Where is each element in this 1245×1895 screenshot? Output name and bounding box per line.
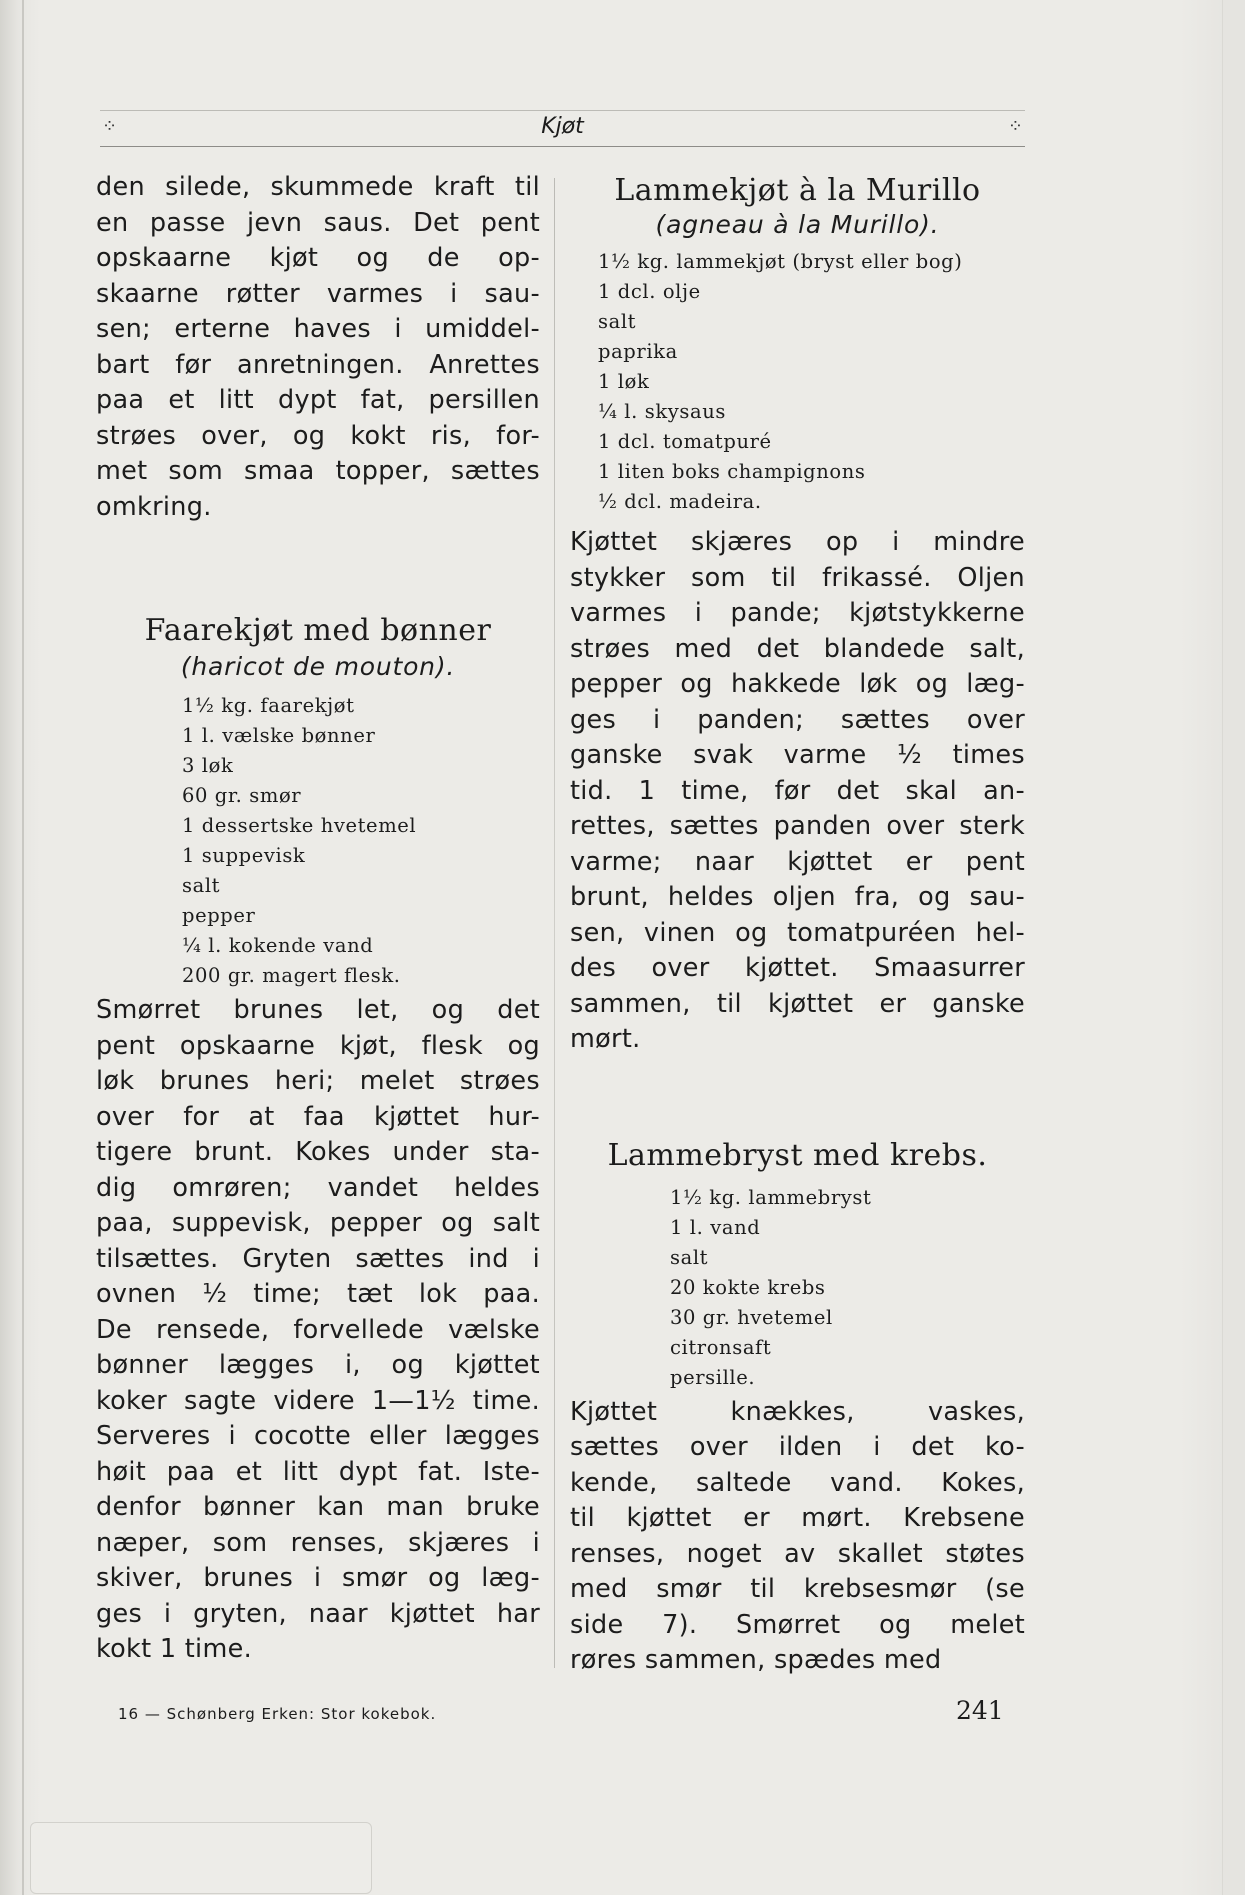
text-line: med smør til krebsesmør (se (570, 1574, 1025, 1604)
ingredient-item: salt (670, 1245, 709, 1269)
ingredient-list (182, 691, 540, 991)
ingredient-list (598, 247, 1025, 517)
text-line: mørt. (570, 1024, 641, 1054)
method-text (96, 993, 540, 1668)
header-rule-bottom (100, 146, 1025, 147)
ingredient-item: persille. (670, 1365, 756, 1389)
text-line: ganske svak varme ½ times (570, 740, 1025, 770)
recipe-title: Lammekjøt à la Murillo (614, 173, 981, 208)
page-tab (30, 1822, 372, 1894)
text-line: tilsættes. Gryten sættes ind i (96, 1243, 540, 1274)
ingredient-item: 1 l. vand (670, 1215, 761, 1239)
text-line: løk brunes heri; melet strøes (96, 1066, 540, 1096)
ingredient-item: pepper (182, 904, 256, 927)
page-spine (22, 0, 24, 1895)
text-line: Kjøttet skjæres op i mindre (570, 527, 1025, 557)
text-line: den silede, skummede kraft til (96, 172, 540, 202)
text-line: koker sagte videre 1—1½ time. (96, 1385, 540, 1416)
text-line: ovnen ½ time; tæt lok paa. (96, 1279, 540, 1309)
text-line: omkring. (96, 491, 212, 522)
text-line: sammen, til kjøttet er ganske (570, 988, 1025, 1019)
ingredient-item: 1 løk (598, 370, 650, 393)
text-line: strøes med det blandede salt, (570, 633, 1025, 664)
ingredient-item: 1½ kg. faarekjøt (182, 694, 355, 717)
text-line: skiver, brunes i smør og læg- (96, 1563, 540, 1593)
page-edge (1222, 0, 1245, 1895)
header-rule-top (100, 110, 1025, 111)
method-text (570, 1395, 1025, 1679)
text-line: kende, saltede vand. Kokes, (570, 1467, 1025, 1498)
text-line: side 7). Smørret og melet (570, 1609, 1025, 1640)
ingredient-item: 1 suppevisk (182, 844, 306, 867)
recipe-subtitle: (agneau à la Murillo). (655, 210, 940, 239)
text-line: bønner lægges i, og kjøttet (96, 1350, 540, 1380)
text-line: rettes, sættes panden over sterk (570, 811, 1025, 841)
text-line: til kjøttet er mørt. Krebsene (570, 1503, 1025, 1533)
text-line: De rensede, forvellede vælske (96, 1314, 540, 1345)
text-line: varmes i pande; kjøtstykkerne (570, 598, 1025, 628)
text-line: tigere brunt. Kokes under sta- (96, 1137, 540, 1167)
right-column (570, 173, 1025, 1679)
ingredient-item: 1 l. vælske bønner (182, 724, 376, 747)
method-text (570, 525, 1025, 1058)
ornament-right-icon: ⁘ (1007, 116, 1023, 137)
text-line: Serveres i cocotte eller lægges (96, 1421, 540, 1451)
text-line: paa et litt dypt fat, persillen (96, 385, 540, 415)
left-column (96, 170, 540, 1668)
text-line: høit paa et litt dypt fat. Iste- (96, 1456, 540, 1487)
ingredient-item: 1½ kg. lammekjøt (bryst eller bog) (598, 250, 963, 273)
ingredient-item: 1 dessertske hvetemel (182, 814, 417, 837)
text-line: varme; naar kjøttet er pent (570, 846, 1025, 877)
text-line: des over kjøttet. Smaasurrer (570, 953, 1025, 983)
ingredient-item: 20 kokte krebs (670, 1275, 826, 1299)
text-line: pent opskaarne kjøt, flesk og (96, 1030, 540, 1061)
text-line: kokt 1 time. (96, 1634, 252, 1664)
text-line: dig omrøren; vandet heldes (96, 1172, 540, 1203)
text-line: over for at faa kjøttet hur- (96, 1101, 540, 1132)
column-divider (554, 178, 555, 1668)
ingredient-item: 30 gr. hvetemel (670, 1305, 833, 1329)
ingredient-item: ¼ l. kokende vand (182, 934, 374, 957)
text-line: stykker som til frikassé. Oljen (570, 562, 1025, 593)
ingredient-item: paprika (598, 340, 678, 363)
text-line: tid. 1 time, før det skal an- (570, 775, 1025, 806)
ingredient-item: salt (598, 310, 637, 333)
text-line: sættes over ilden i det ko- (570, 1432, 1025, 1462)
text-line: bart før anretningen. Anrettes (96, 349, 540, 380)
ingredient-item: 1 dcl. olje (598, 280, 701, 303)
ingredient-item: 3 løk (182, 754, 234, 777)
header-title: Kjøt (541, 114, 584, 139)
text-line: røres sammen, spædes med (570, 1645, 942, 1675)
text-line: renses, noget av skallet støtes (570, 1538, 1025, 1569)
ingredient-item: 60 gr. smør (182, 784, 302, 807)
text-line: pepper og hakkede løk og læg- (570, 669, 1025, 699)
text-line: sen, vinen og tomatpuréen hel- (570, 917, 1025, 948)
text-line: Smørret brunes let, og det (96, 995, 540, 1025)
ingredient-item: 1½ kg. lammebryst (670, 1185, 872, 1209)
text-line: ges i panden; sættes over (570, 704, 1025, 735)
running-header (100, 108, 1025, 148)
ingredient-list (670, 1183, 1025, 1393)
ingredient-item: ¼ l. skysaus (598, 400, 726, 423)
ornament-left-icon: ⁘ (102, 116, 118, 137)
ingredient-item: 1 dcl. tomatpuré (598, 430, 772, 453)
printer-signature: 16 — Schønberg Erken: Stor kokebok. (118, 1705, 437, 1723)
text-line: næper, som renses, skjæres i (96, 1527, 540, 1558)
text-line: Kjøttet knækkes, vaskes, (570, 1396, 1025, 1427)
ingredient-item: 200 gr. magert flesk. (182, 964, 401, 987)
ingredient-item: citronsaft (670, 1335, 772, 1359)
recipe-subtitle: (haricot de mouton). (180, 652, 456, 681)
text-line: sen; erterne haves i umiddel- (96, 314, 540, 344)
text-line: strøes over, og kokt ris, for- (96, 420, 540, 451)
page-number: 241 (956, 1696, 1004, 1725)
recipe-title: Lammebryst med krebs. (607, 1137, 988, 1173)
text-line: paa, suppevisk, pepper og salt (96, 1208, 540, 1238)
continuation-text (96, 170, 540, 525)
text-line: denfor bønner kan man bruke (96, 1492, 540, 1522)
ingredient-item: salt (182, 874, 221, 897)
text-line: en passe jevn saus. Det pent (96, 207, 540, 238)
ingredient-item: ½ dcl. madeira. (598, 490, 762, 513)
text-line: met som smaa topper, sættes (96, 456, 540, 486)
text-line: opskaarne kjøt og de op- (96, 243, 540, 273)
text-line: brunt, heldes oljen fra, og sau- (570, 882, 1025, 912)
ingredient-item: 1 liten boks champignons (598, 460, 866, 483)
text-line: ges i gryten, naar kjøttet har (96, 1598, 540, 1629)
text-line: skaarne røtter varmes i sau- (96, 278, 540, 309)
recipe-title: Faarekjøt med bønner (144, 613, 492, 648)
